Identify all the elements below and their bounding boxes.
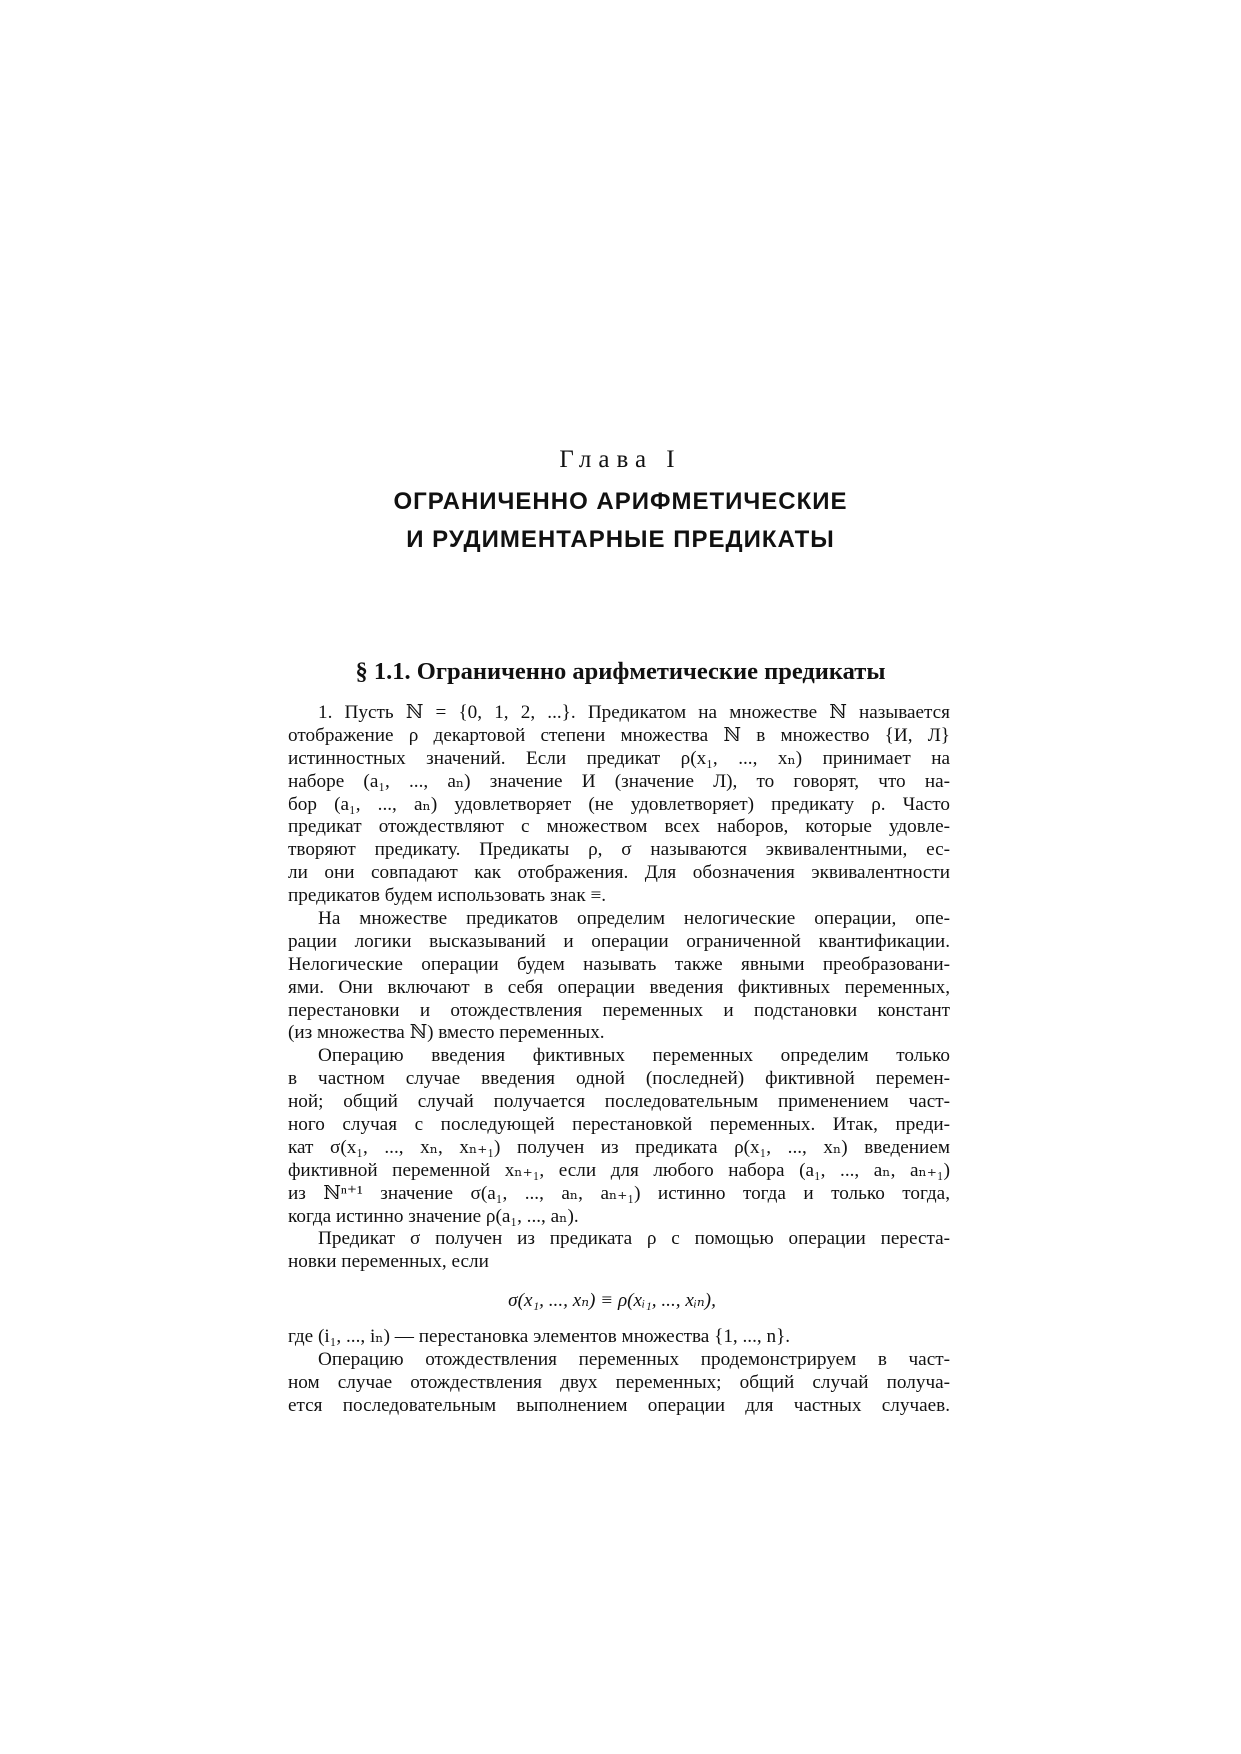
text-line: 1. Пусть ℕ = {0, 1, 2, ...}. Предикатом на множестве ℕ называется	[318, 702, 950, 723]
text-line: (из множества ℕ) вместо переменных.	[288, 1022, 605, 1044]
text-line: перестановки и отождествления переменных и подстановки констант	[288, 999, 950, 1021]
display-formula: σ(x₁, ..., xₙ) ≡ ρ(xᵢ₁, ..., xᵢₙ),	[508, 1290, 716, 1312]
text-line: ется последовательным выполнением операции для частных случаев.	[288, 1394, 950, 1416]
text-line: бор (a₁, ..., aₙ) удовлетворяет (не удовлетворяет) предикату ρ. Часто	[288, 793, 950, 815]
chapter-title-line-2: И РУДИМЕНТАРНЫЕ ПРЕДИКАТЫ	[406, 526, 835, 553]
text-line: новки переменных, если	[288, 1251, 489, 1273]
body-text	[288, 702, 950, 1418]
text-line: ями. Они включают в себя операции введения фиктивных переменных,	[288, 976, 950, 998]
text-line: ном случае отождествления двух переменных; общий случай получа-	[288, 1372, 950, 1394]
text-line: Нелогические операции будем называть также явными преобразовани-	[288, 953, 950, 975]
text-line: творяют предикату. Предикаты ρ, σ называются эквивалентными, ес-	[288, 839, 950, 861]
section-heading: § 1.1. Ограниченно арифметические предикаты	[355, 658, 886, 685]
text-line: отображение ρ декартовой степени множества ℕ в множество {И, Л}	[288, 724, 950, 746]
text-line: истинностных значений. Если предикат ρ(x₁, ..., xₙ) принимает на	[288, 747, 950, 769]
text-line: ного случая с последующей перестановкой переменных. Итак, преди-	[288, 1114, 950, 1136]
text-line: На множестве предикатов определим нелогические операции, опе-	[318, 908, 950, 930]
text-line: Операцию отождествления переменных продемонстрируем в част-	[318, 1349, 950, 1371]
text-line: кат σ(x₁, ..., xₙ, xₙ₊₁) получен из предиката ρ(x₁, ..., xₙ) введением	[288, 1136, 950, 1158]
text-line: Операцию введения фиктивных переменных определим только	[318, 1045, 950, 1067]
text-line: когда истинно значение ρ(a₁, ..., aₙ).	[288, 1205, 579, 1227]
text-line: предикатов будем использовать знак ≡.	[288, 885, 607, 907]
chapter-label: Глава I	[559, 446, 682, 473]
chapter-title-line-1: ОГРАНИЧЕННО АРИФМЕТИЧЕСКИЕ	[393, 488, 848, 515]
text-line: из ℕⁿ⁺¹ значение σ(a₁, ..., aₙ, aₙ₊₁) истинно тогда и только тогда,	[288, 1182, 950, 1204]
text-line: рации логики высказываний и операции ограниченной квантификации.	[288, 930, 950, 952]
text-line: предикат отождествляют с множеством всех наборов, которые удовле-	[288, 816, 950, 838]
text-line: где (i₁, ..., iₙ) — перестановка элементов множества {1, ..., n}.	[288, 1326, 791, 1348]
text-line: ли они совпадают как отображения. Для обозначения эквивалентности	[288, 862, 950, 884]
text-line: Предикат σ получен из предиката ρ с помощью операции переста-	[318, 1228, 950, 1250]
text-line: ной; общий случай получается последовательным применением част-	[288, 1091, 950, 1113]
text-line: наборе (a₁, ..., aₙ) значение И (значение Л), то говорят, что на-	[288, 770, 950, 792]
text-line: фиктивной переменной xₙ₊₁, если для любого набора (a₁, ..., aₙ, aₙ₊₁)	[288, 1159, 950, 1181]
text-line: в частном случае введения одной (последней) фиктивной перемен-	[288, 1068, 950, 1090]
